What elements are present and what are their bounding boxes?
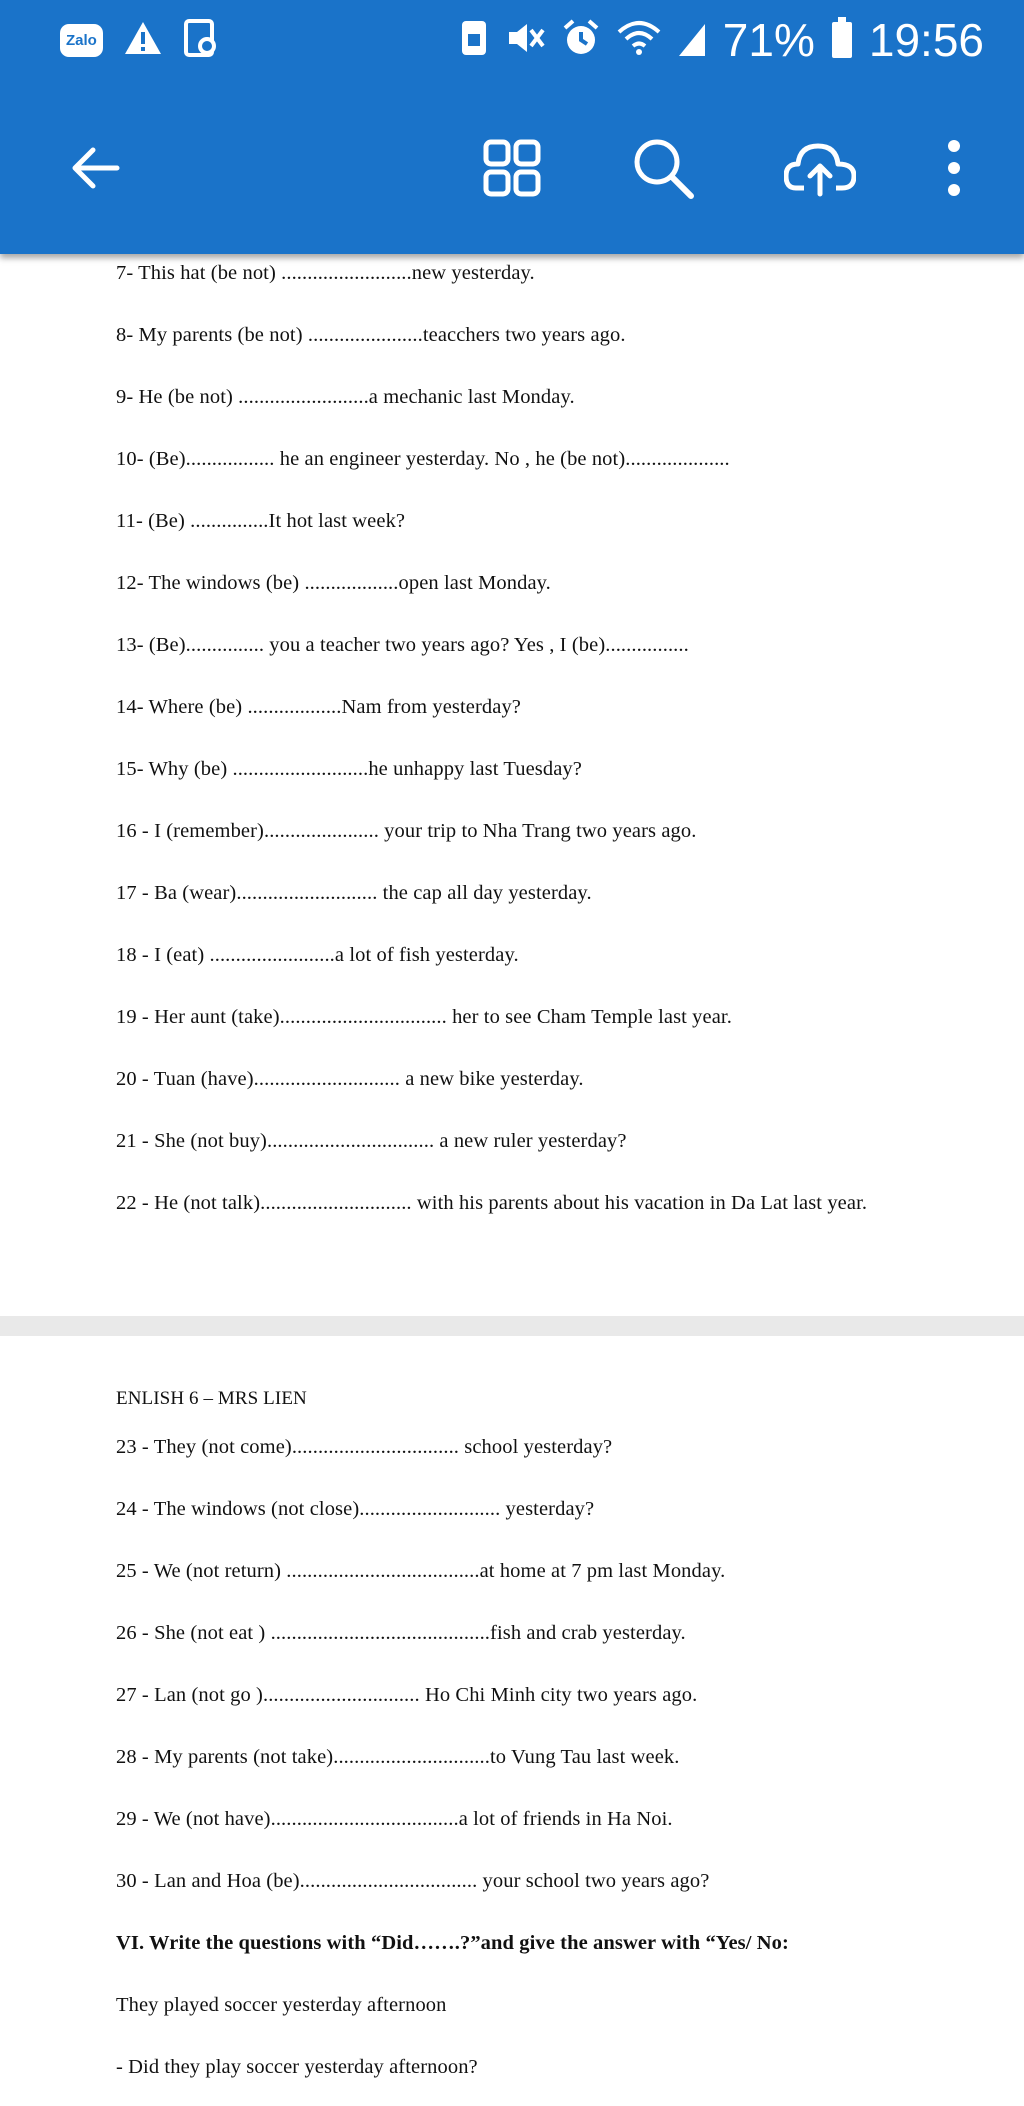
- exercise-line: 12- The windows (be) ..................open last Monday.: [116, 572, 551, 594]
- section-title: VI. Write the questions with “Did…….?”and give the answer with “Yes/ No:: [116, 1932, 789, 1954]
- exercise-line: 28 - My parents (not take)..............................to Vung Tau last week.: [116, 1746, 680, 1768]
- status-bar-left: [60, 10, 217, 70]
- exercise-line: 20 - Tuan (have)............................ a new bike yesterday.: [116, 1068, 584, 1090]
- wifi-icon: [617, 18, 661, 63]
- exercise-line: 26 - She (not eat ) ..........................................fish and crab yesterday.: [116, 1622, 686, 1644]
- cloud-upload-icon: [784, 138, 856, 198]
- exercise-line: 13- (Be)............... you a teacher two years ago? Yes , I (be)................: [116, 634, 689, 656]
- exercise-line: 16 - I (remember)...................... your trip to Nha Trang two years ago.: [116, 820, 697, 842]
- exercise-line: 14- Where (be) ..................Nam from yesterday?: [116, 696, 521, 718]
- exercise-line: 22 - He (not talk)............................. with his parents about his vacation in Da Lat last year.: [116, 1192, 868, 1214]
- signal-icon: [677, 18, 707, 63]
- example-sentence: They played soccer yesterday afternoon: [116, 1994, 447, 2016]
- battery-percentage: 71%: [722, 14, 815, 66]
- battery-icon: [831, 17, 853, 64]
- back-button[interactable]: [60, 128, 130, 208]
- exercise-line: 9- He (be not) .........................a mechanic last Monday.: [116, 386, 575, 408]
- warning-icon: [123, 20, 163, 61]
- exercise-line: 23 - They (not come)................................ school yesterday?: [116, 1436, 613, 1458]
- more-options-button[interactable]: [934, 128, 974, 208]
- search-button[interactable]: [628, 128, 698, 208]
- screenshot-icon: [183, 18, 217, 63]
- app-bar: [0, 0, 1024, 254]
- exercise-line: 17 - Ba (wear)........................... the cap all day yesterday.: [116, 882, 592, 904]
- zalo-badge-icon: Zalo: [60, 24, 103, 57]
- sim-icon: [459, 18, 489, 63]
- exercise-line: 8- My parents (be not) ......................teacchers two years ago.: [116, 324, 626, 346]
- more-vert-icon: [944, 138, 964, 198]
- exercise-line: 10- (Be)................. he an engineer yesterday. No , he (be not)....................: [116, 448, 730, 470]
- mute-icon: [505, 18, 545, 63]
- alarm-icon: [561, 18, 601, 63]
- arrow-left-icon: [67, 140, 123, 196]
- exercise-line: 15- Why (be) ..........................he unhappy last Tuesday?: [116, 758, 582, 780]
- exercise-line: 7- This hat (be not) .........................new yesterday.: [116, 262, 535, 284]
- page-header: ENLISH 6 – MRS LIEN: [116, 1388, 307, 1409]
- status-bar-right: [459, 10, 984, 70]
- clock: 19:56: [868, 14, 984, 66]
- exercise-line: 25 - We (not return) .....................................at home at 7 pm last Monday.: [116, 1560, 726, 1582]
- grid-view-button[interactable]: [480, 128, 544, 208]
- example-question: - Did they play soccer yesterday afternoon?: [116, 2056, 478, 2078]
- exercise-line: 29 - We (not have)....................................a lot of friends in Ha Noi.: [116, 1808, 673, 1830]
- exercise-line: 11- (Be) ...............It hot last week?: [116, 510, 406, 532]
- exercise-line: 21 - She (not buy)................................ a new ruler yesterday?: [116, 1130, 627, 1152]
- exercise-line: 30 - Lan and Hoa (be).................................. your school two years ago?: [116, 1870, 710, 1892]
- exercise-line: 19 - Her aunt (take)................................ her to see Cham Temple last year.: [116, 1006, 732, 1028]
- grid-view-icon: [482, 138, 542, 198]
- exercise-line: 27 - Lan (not go ).............................. Ho Chi Minh city two years ago.: [116, 1684, 698, 1706]
- upload-button[interactable]: [782, 128, 858, 208]
- search-icon: [631, 136, 695, 200]
- document-page-2: [0, 1336, 1024, 2106]
- exercise-line: 18 - I (eat) ........................a lot of fish yesterday.: [116, 944, 519, 966]
- exercise-line: 24 - The windows (not close)........................... yesterday?: [116, 1498, 595, 1520]
